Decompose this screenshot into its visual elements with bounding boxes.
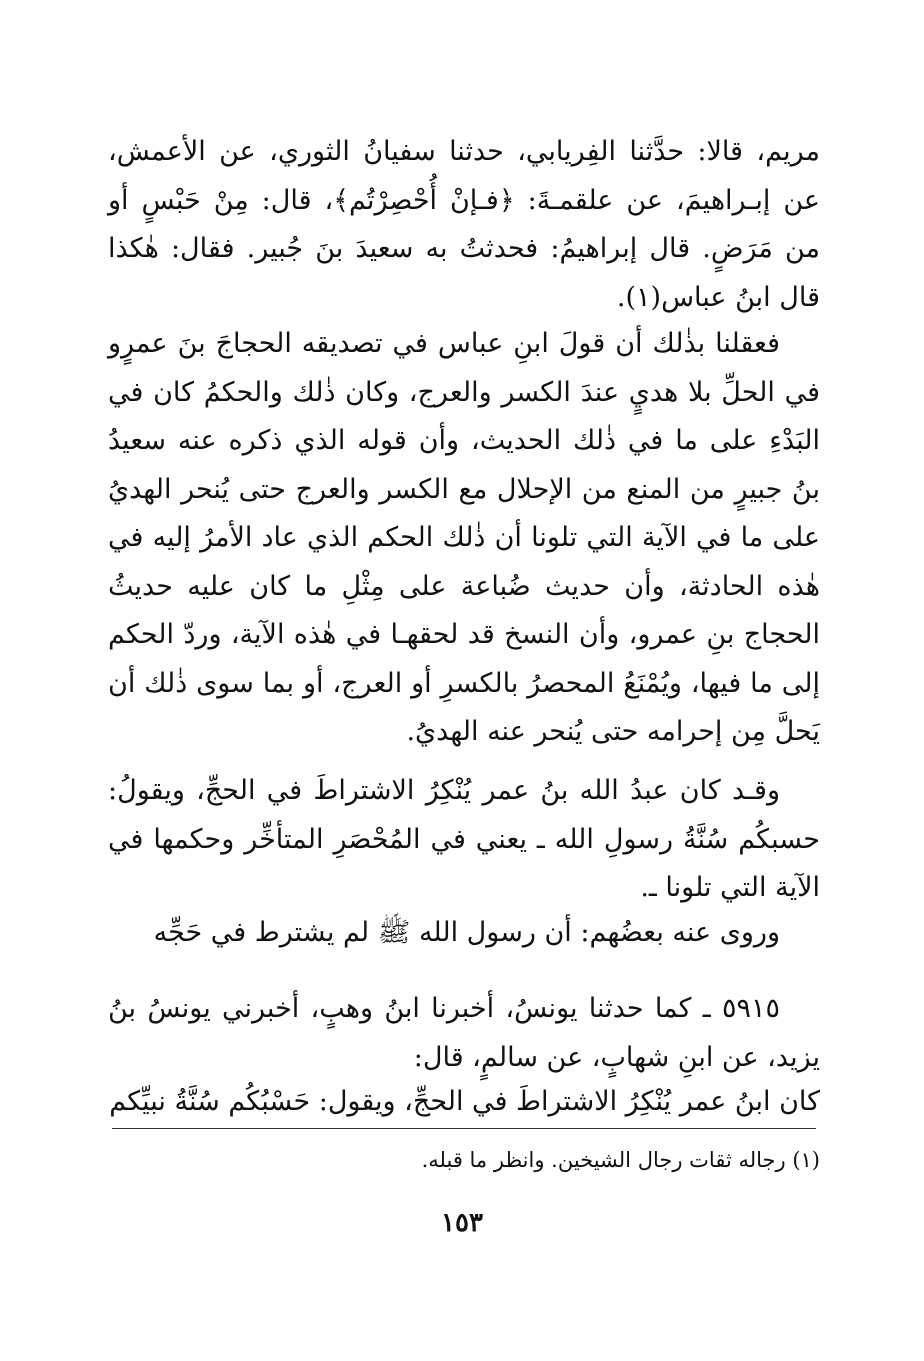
- page-number: ١٥٣: [441, 1208, 483, 1238]
- paragraph-hadith-5915-isnad: ٥٩١٥ ـ كما حدثنا يونسُ، أخبرنا ابنُ وهبٍ، أخبرني يونسُ بنُ يزيد، عن ابنِ شهابٍ، عن سالمٍ، قال:: [108, 993, 820, 1073]
- paragraph-narration-intro: وروى عنه بعضُهم: أن رسول الله ﷺ لم يشترط في حَجِّه: [153, 917, 780, 948]
- paragraph-hadith-5915-matn: كان ابنُ عمر يُنْكِرُ الاشتراطَ في الحجِّ، ويقول: حَسْبُكُم سُنَّةُ نبيِّكم: [109, 1086, 820, 1117]
- footnote: (١) رجاله ثقات رجال الشيخين. وانظر ما قبله.: [421, 1148, 820, 1172]
- paragraph-isnad-alqama: مريم، قالا: حدَّثنا الفِريابي، حدثنا سفيانُ الثوري، عن الأعمش، عن إبـراهيمَ، عن علقمـةَ: ﴿فـإنْ أُحْصِرْتُم﴾، قال: مِنْ حَبْسٍ أو من مَرَضٍ. قال إبراهيمُ: فحدثتُ به سعيدَ بنَ جُبير. فقال: هٰكذا قال ابنُ عباس(١).: [108, 136, 820, 313]
- paragraph-ibn-umar-objection: وقـد كان عبدُ الله بنُ عمر يُنْكِرُ الاشتراطَ في الحجِّ، ويقولُ: حسبكُم سُنَّةُ رسولِ الله ـ يعني في المُحْصَرِ المتأخِّر وحكمها في الآية التي تلونا ـ.: [108, 775, 820, 903]
- paragraph-commentary-ibn-abbas: فعقلنا بذٰلك أن قولَ ابنِ عباس في تصديقه الحجاجَ بنَ عمرٍو في الحلِّ بلا هديٍ عندَ الكسر والعرج، وكان ذٰلك والحكمُ كان في البَدْءِ على ما في ذٰلك الحديث، وأن قوله الذي ذكره عنه سعيدُ بنُ جبيرٍ من المنع من الإحلال مع الكسر والعرج حتى يُنحر الهديُ على ما في الآية التي تلونا أن ذٰلك الحكم الذي عاد الأمرُ إليه في هٰذه الحادثة، وأن حديث ضُباعة على مِثْلِ ما كان عليه حديثُ الحجاج بنِ عمرو، وأن النسخ قد لحقهـا في هٰذه الآية، وردّ الحكم إلى ما فيها، ويُمْنَعُ المحصرُ بالكسرِ أو العرج، أو بما سوى ذٰلك أن يَحلَّ مِن إحرامه حتى يُنحر عنه الهديُ.: [108, 328, 820, 747]
- footnote-separator: [112, 1128, 816, 1129]
